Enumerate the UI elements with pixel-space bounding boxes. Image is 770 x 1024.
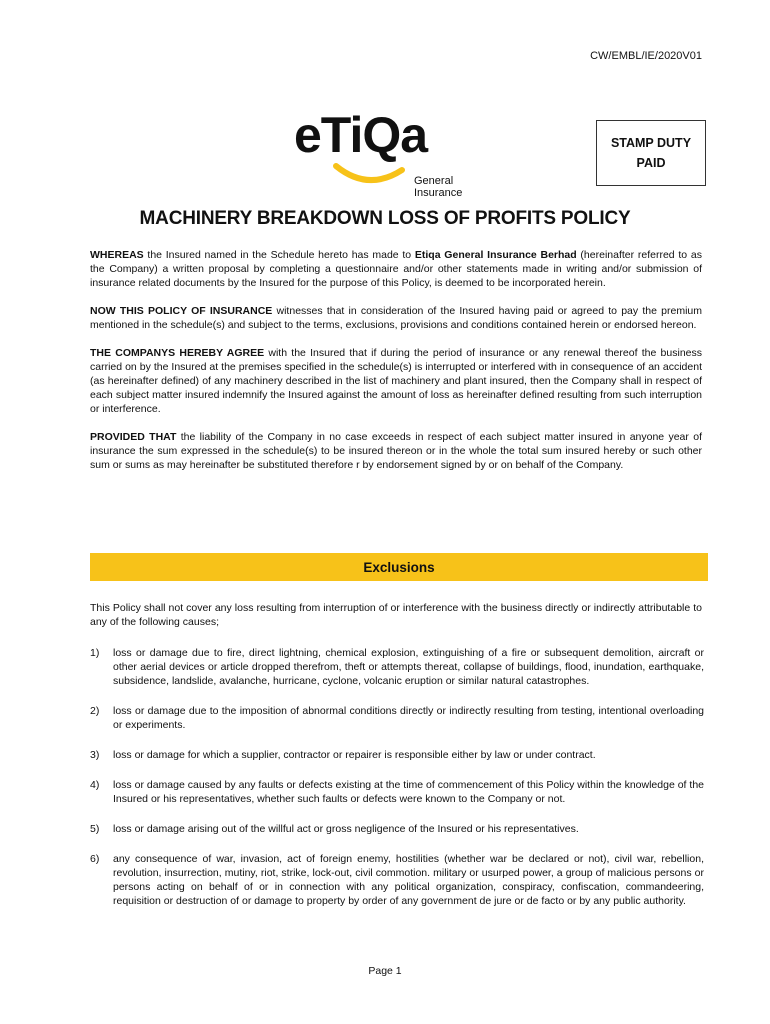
logo-smile-icon <box>332 162 406 190</box>
policy-preamble <box>90 248 702 486</box>
exclusion-item <box>90 646 704 688</box>
logo-subtitle: General Insurance <box>414 175 463 199</box>
page-number: Page 1 <box>368 965 402 977</box>
exclusion-number: 6) <box>90 853 100 865</box>
exclusion-text: any consequence of war, invasion, act of foreign enemy, hostilities (whether war be declared or not), civil war, rebellion, revolution, insurrection, mutiny, riot, strike, lock-out, civil commotion. military or usurped power, a group of malicious persons or persons acting on behalf of or in connection with any political organization, conspiracy, confiscation, commandeering, requisition or destruction of or damage to property by order of any government de jure or de facto or by any public authority. <box>113 853 704 907</box>
now-text: witnesses that in consideration of the Insured having paid or agreed to pay the premium mentioned in the schedule(s) and subject to the terms, exclusions, provisions and conditions contained herein or endorsed hereon. <box>90 305 702 331</box>
exclusion-text: loss or damage for which a supplier, contractor or repairer is responsible either by law or under contract. <box>113 749 596 761</box>
exclusions-intro: This Policy shall not cover any loss resulting from interruption of or interference with the business directly or indirectly attributable to any of the following causes; <box>90 602 702 628</box>
exclusion-item <box>90 704 704 732</box>
paragraph-now-this-policy <box>90 304 702 332</box>
provided-lead: PROVIDED THAT <box>90 431 177 443</box>
agree-text: with the Insured that if during the period of insurance or any renewal thereof the business carried on by the Insured at the premises specified in the schedule(s) is interrupted or interfered with in consequence of an accident (as hereinafter defined) of any machinery described in the list of machinery and plant insured, then the Company shall in respect of each subject matter insured indemnify the Insured against the amount of loss as hereinafter defined resulting from such interruption or interference. <box>90 347 702 415</box>
exclusion-text: loss or damage caused by any faults or defects existing at the time of commencement of this Policy within the knowledge of the Insured or his representatives, whether such faults or defects were known to the Company or not. <box>113 779 704 805</box>
exclusion-text: loss or damage due to the imposition of abnormal conditions directly or indirectly resulting from testing, intentional overloading or experiments. <box>113 705 704 731</box>
exclusion-item <box>90 822 704 836</box>
exclusions-heading-banner <box>90 553 708 581</box>
exclusion-item <box>90 852 704 908</box>
exclusion-number: 1) <box>90 647 100 659</box>
whereas-company-name: Etiqa General Insurance Berhad <box>414 249 577 261</box>
stamp-duty-box <box>596 120 706 186</box>
exclusion-item <box>90 778 704 806</box>
etiqa-logo <box>292 107 504 199</box>
exclusions-heading: Exclusions <box>363 559 435 575</box>
exclusion-number: 5) <box>90 823 100 835</box>
logo-wordmark: eTiQa <box>294 107 428 163</box>
paragraph-company-agree <box>90 346 702 416</box>
paragraph-whereas <box>90 248 702 290</box>
whereas-lead: WHEREAS <box>90 249 144 261</box>
document-reference-code: CW/EMBL/IE/2020V01 <box>590 50 702 62</box>
exclusion-number: 3) <box>90 749 100 761</box>
agree-lead: THE COMPANYS HEREBY AGREE <box>90 347 265 359</box>
exclusions-list <box>90 646 704 924</box>
exclusion-text: loss or damage due to fire, direct lightning, chemical explosion, extinguishing of a fire or subsequent demolition, aircraft or other aerial devices or article dropped therefrom, theft or attempts thereat, collapse of buildings, flood, inundation, earthquake, subsidence, landslide, avalanche, hurricane, cyclone, volcanic eruption or similar natural catastrophes. <box>113 647 704 687</box>
exclusion-number: 4) <box>90 779 100 791</box>
whereas-text-1: the Insured named in the Schedule hereto has made to <box>143 249 415 261</box>
stamp-duty-line2: PAID <box>636 156 666 170</box>
exclusion-item <box>90 748 704 762</box>
policy-title: MACHINERY BREAKDOWN LOSS OF PROFITS POLICY <box>139 208 631 229</box>
exclusion-number: 2) <box>90 705 100 717</box>
paragraph-provided-that <box>90 430 702 472</box>
provided-text: the liability of the Company in no case exceeds in respect of each subject matter insured in anyone year of insurance the sum expressed in the schedule(s) to be insured thereon or in the whole the total sum insured hereby or such other sum or sums as may hereinafter be substituted therefore r by endorsement signed by or on behalf of the Company. <box>90 431 702 471</box>
now-lead: NOW THIS POLICY OF INSURANCE <box>90 305 273 317</box>
whereas-text-2: (hereinafter referred to as the Company) a written proposal by completing a questionnaire and/or other statements made in writing and/or submission of insurance related documents by the Insured for the purpose of this Policy, is deemed to be incorporated herein. <box>90 249 702 289</box>
stamp-duty-line1: STAMP DUTY <box>610 136 692 150</box>
exclusion-text: loss or damage arising out of the willful act or gross negligence of the Insured or his representatives. <box>113 823 579 835</box>
